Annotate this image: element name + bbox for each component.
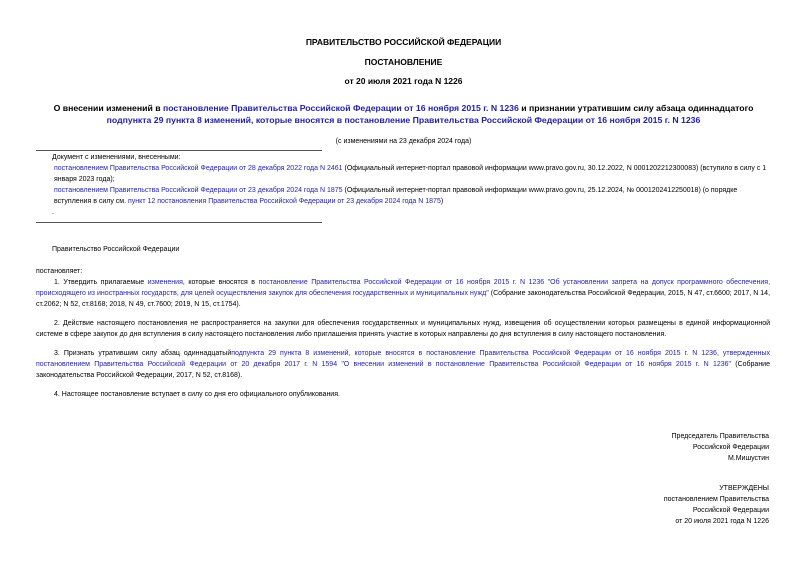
approval-line-4: от 20 июля 2021 года N 1226 bbox=[675, 518, 769, 525]
document-title bbox=[40, 102, 767, 126]
title-middle: и признании утратившим силу абзаца одиннадцатого bbox=[518, 103, 754, 113]
changes-item-2-end: ) bbox=[440, 198, 444, 205]
paragraph-3-link[interactable]: подпункта 29 пункта 8 изменений, которые вносятся в постановление Правительства Российской Федерации от 16 ноября 2015 г. N 1236, утвержденных постановлением Правительства Российской Федерации от 20 декабря 2017 г. N 1594 "О внесении изменений в постановление Правительства Российской Федерации от 16 ноября 2015 г. N 1236" bbox=[36, 350, 770, 368]
authority: Правительство Российской Федерации bbox=[52, 246, 180, 253]
paragraph-3-text-a: 3. Признать утратившим силу абзац одиннадцатый bbox=[54, 350, 232, 357]
approval-block bbox=[469, 483, 769, 527]
title-prefix: О внесении изменений в bbox=[53, 103, 163, 113]
changes-dot: . bbox=[52, 209, 54, 216]
approval-heading: УТВЕРЖДЕНЫ bbox=[719, 485, 769, 492]
changes-item-2 bbox=[54, 185, 772, 207]
signature-position: Председатель Правительства bbox=[671, 433, 769, 440]
changes-item-2-entry-link[interactable]: пункт 12 постановления Правительства Российской Федерации от 23 декабря 2024 года N 1875 bbox=[128, 198, 441, 205]
changes-item-2-link[interactable]: постановлением Правительства Российской Федерации от 23 декабря 2024 года N 1875 bbox=[54, 187, 343, 194]
document-type: ПОСТАНОВЛЕНИЕ bbox=[364, 57, 443, 67]
document-date-number: от 20 июля 2021 года N 1226 bbox=[344, 76, 463, 86]
changes-item-1 bbox=[54, 163, 772, 185]
paragraph-1-link-resolution[interactable]: постановление Правительства Российской Федерации от 16 ноября 2015 г. N 1236 "Об установлении запрета на допуск программного обеспечения, происходящего из иностранных государств, для целей осуществления закупок для обеспечения государственных и муниципальных нужд" bbox=[36, 279, 771, 297]
signature-name: М.Мишустин bbox=[727, 455, 769, 462]
paragraph-2: 2. Действие настоящего постановления не распространяется на закупки для обеспечения государственных и муниципальных нужд, извещения об осуществлении которых размещены в единой информационной системе в сфере закупок до дня вступления в силу настоящего постановления либо приглашения принять участие в которых направлены до дня вступления в силу настоящего постановления. bbox=[36, 320, 770, 338]
signature-org: Российской Федерации bbox=[692, 444, 769, 451]
divider-top bbox=[36, 150, 322, 151]
changes-item-1-link[interactable]: постановлением Правительства Российской Федерации от 28 декабря 2022 года N 2461 bbox=[54, 165, 343, 172]
paragraph-1-text-b: , которые вносятся в bbox=[182, 279, 259, 286]
changes-heading: Документ с изменениями, внесенными: bbox=[52, 154, 181, 161]
government-heading: ПРАВИТЕЛЬСТВО РОССИЙСКОЙ ФЕДЕРАЦИИ bbox=[305, 37, 502, 47]
paragraph-1-text-c: (Собрание законодательства Российской Федерации, 2015, N 47, ст.6600; 2017, N 14, ст.2062; N 52, ст.8168; 2018, N 49, ст.7600; 2019, N 15, ст.1754). bbox=[36, 290, 771, 308]
changes-block bbox=[52, 152, 772, 218]
resolves: постановляет: bbox=[36, 268, 83, 275]
approval-line-3: Российской Федерации bbox=[692, 507, 769, 514]
paragraph-4: 4. Настоящее постановление вступает в силу со дня его официального опубликования. bbox=[54, 391, 340, 398]
paragraph-1 bbox=[36, 277, 770, 310]
signature-block bbox=[469, 431, 769, 464]
paragraph-1-link-changes[interactable]: изменения bbox=[147, 279, 183, 286]
changes-item-2-text: (Официальный интернет-портал правовой информации www.pravo.gov.ru, 25.12.2024, № 0001202412250018) (о порядке вступления в силу см. bbox=[54, 187, 738, 205]
paragraph-1-text-a: 1. Утвердить прилагаемые bbox=[54, 279, 148, 286]
approval-line-2: постановлением Правительства bbox=[663, 496, 769, 503]
title-link-resolution-1236[interactable]: постановление Правительства Российской Федерации от 16 ноября 2015 г. N 1236 bbox=[162, 103, 519, 113]
title-link-subparagraph-29[interactable]: подпункта 29 пункта 8 изменений, которые вносятся в постановление Правительства Российской Федерации от 16 ноября 2015 г. N 1236 bbox=[106, 115, 701, 125]
paragraph-3-text-b: (Собрание законодательства Российской Федерации, 2017, N 52, ст.8168). bbox=[36, 361, 770, 379]
divider-bottom bbox=[36, 222, 322, 223]
revision-note: (с изменениями на 23 декабря 2024 года) bbox=[335, 138, 472, 145]
changes-item-1-text: (Официальный интернет-портал правовой информации www.pravo.gov.ru, 30.12.2022, N 0001202212300083) (вступило в силу с 1 января 2023 года); bbox=[54, 165, 767, 183]
paragraph-3 bbox=[36, 348, 770, 381]
